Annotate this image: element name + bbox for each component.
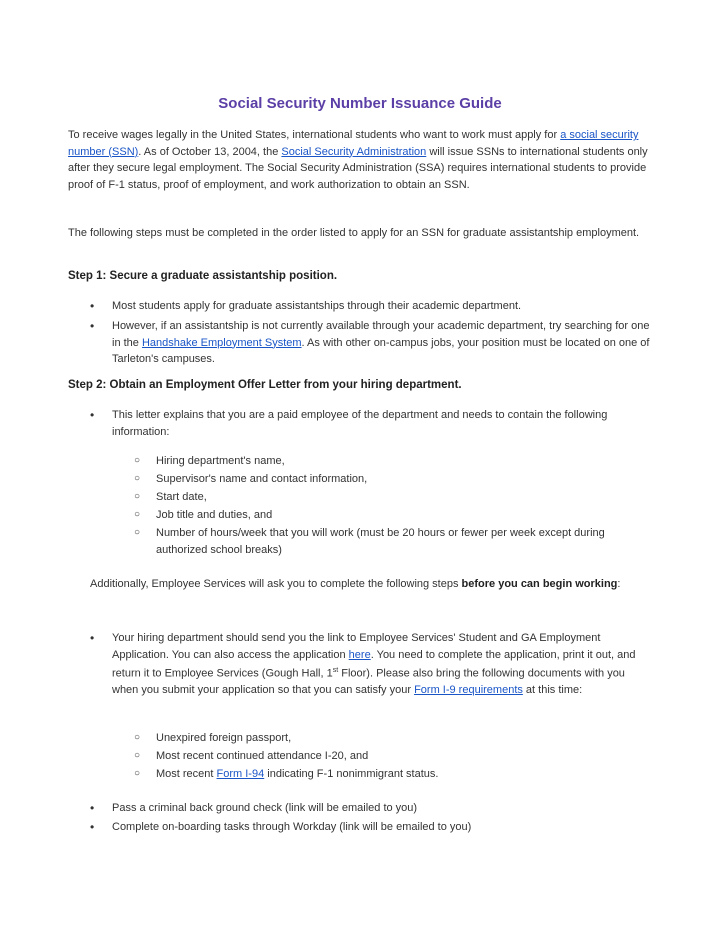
list-item: [90, 630, 652, 699]
list-item: [90, 407, 652, 440]
sub-list-item: [134, 507, 656, 524]
superscript: st: [332, 667, 339, 674]
sub-list-item: [134, 730, 656, 747]
application-here-link[interactable]: here: [348, 648, 371, 661]
sub-list-item-text: indicating F-1 nonimmigrant status.: [264, 768, 439, 780]
step2-heading: Step 2: Obtain an Employment Offer Letter from your hiring department.: [68, 379, 462, 391]
sub-list-item-text: Most recent: [156, 768, 217, 780]
sub-list-item-text: Supervisor's name and contact information,: [156, 473, 368, 485]
list-item: [90, 819, 652, 836]
sub-list-item: [134, 453, 656, 470]
list-item-text: Floor). Please also bring the following documents with you when you submit your application so that you can satisfy your: [112, 667, 625, 697]
additional-bold: before you can begin working: [461, 578, 618, 590]
page-title: Social Security Number Issuance Guide: [218, 95, 502, 112]
list-item-text: Most students apply for graduate assistantships through their academic department.: [112, 300, 522, 312]
list-item-text: . You need to complete the application, print it out, and return it to Employee Services (Gough Hall, 1: [112, 648, 636, 680]
list-item: [90, 318, 652, 368]
sub-list-item: [134, 748, 656, 765]
intro-text: To receive wages legally in the United States, international students who want to work must apply for: [68, 129, 561, 141]
sub-list-item-text: Unexpired foreign passport,: [156, 732, 292, 744]
bullet-icon: •: [90, 299, 95, 313]
order-note: The following steps must be completed in the order listed to apply for an SSN for graduate assistantship employment.: [68, 227, 640, 239]
list-item-text: . As with other on-campus jobs, your position must be located on one of Tarleton's campuses.: [112, 336, 650, 365]
bullet-icon: •: [90, 820, 95, 834]
sub-list-item: [134, 766, 656, 783]
sub-list-item: [134, 525, 656, 558]
additional-text: :: [617, 578, 621, 590]
sub-list-item-text: Hiring department's name,: [156, 455, 285, 467]
sub-list-item-text: Start date,: [156, 491, 207, 503]
bullet-icon: •: [90, 408, 95, 422]
form-i9-link[interactable]: Form I-9 requirements: [414, 684, 523, 697]
list-item-text: This letter explains that you are a paid employee of the department and needs to contain the following information:: [112, 409, 608, 438]
sub-list-item-text: Job title and duties, and: [156, 509, 273, 521]
circle-bullet-icon: ○: [134, 509, 141, 520]
bullet-icon: •: [90, 801, 95, 815]
sub-list-item-text: Number of hours/week that you will work (must be 20 hours or fewer per week except during authorized school breaks): [156, 527, 605, 556]
circle-bullet-icon: ○: [134, 527, 141, 538]
list-item-text: at this time:: [522, 684, 583, 697]
circle-bullet-icon: ○: [134, 473, 141, 484]
list-item-text: However, if an assistantship is not currently available through your academic department, try searching for one in the: [112, 320, 650, 349]
intro-paragraph: [68, 127, 658, 193]
list-item-text: Pass a criminal back ground check (link will be emailed to you): [112, 802, 418, 814]
list-item: [90, 298, 652, 315]
circle-bullet-icon: ○: [134, 732, 141, 743]
intro-text: will issue SSNs to international students only after they secure legal employment. The Social Security Administration (SSA) requires international students to provide proof of F-1 status, proof of employment, and work authorization to obtain an SSN.: [68, 145, 648, 191]
circle-bullet-icon: ○: [134, 491, 141, 502]
list-item-text: Complete on-boarding tasks through Workday (link will be emailed to you): [112, 821, 472, 833]
additional-paragraph: [90, 576, 650, 593]
handshake-link[interactable]: Handshake Employment System: [141, 336, 302, 349]
intro-text: . As of October 13, 2004, the: [138, 145, 282, 158]
ssn-link[interactable]: a social security number (SSN): [68, 129, 639, 158]
ssa-link[interactable]: Social Security Administration: [281, 145, 427, 158]
form-i94-link[interactable]: Form I-94: [216, 768, 265, 780]
sub-list-item: [134, 471, 656, 488]
sub-list-item: [134, 489, 656, 506]
step1-heading: Step 1: Secure a graduate assistantship position.: [68, 270, 338, 282]
circle-bullet-icon: ○: [134, 750, 141, 761]
sub-list-item-text: Most recent continued attendance I-20, and: [156, 750, 369, 762]
circle-bullet-icon: ○: [134, 768, 141, 779]
circle-bullet-icon: ○: [134, 455, 141, 466]
additional-text: Additionally, Employee Services will ask you to complete the following steps: [90, 578, 462, 590]
list-item: [90, 800, 652, 817]
bullet-icon: •: [90, 631, 95, 645]
bullet-icon: •: [90, 319, 95, 333]
list-item-text: Your hiring department should send you the link to Employee Services' Student and GA Employment Application. You can also access the application: [112, 632, 601, 661]
